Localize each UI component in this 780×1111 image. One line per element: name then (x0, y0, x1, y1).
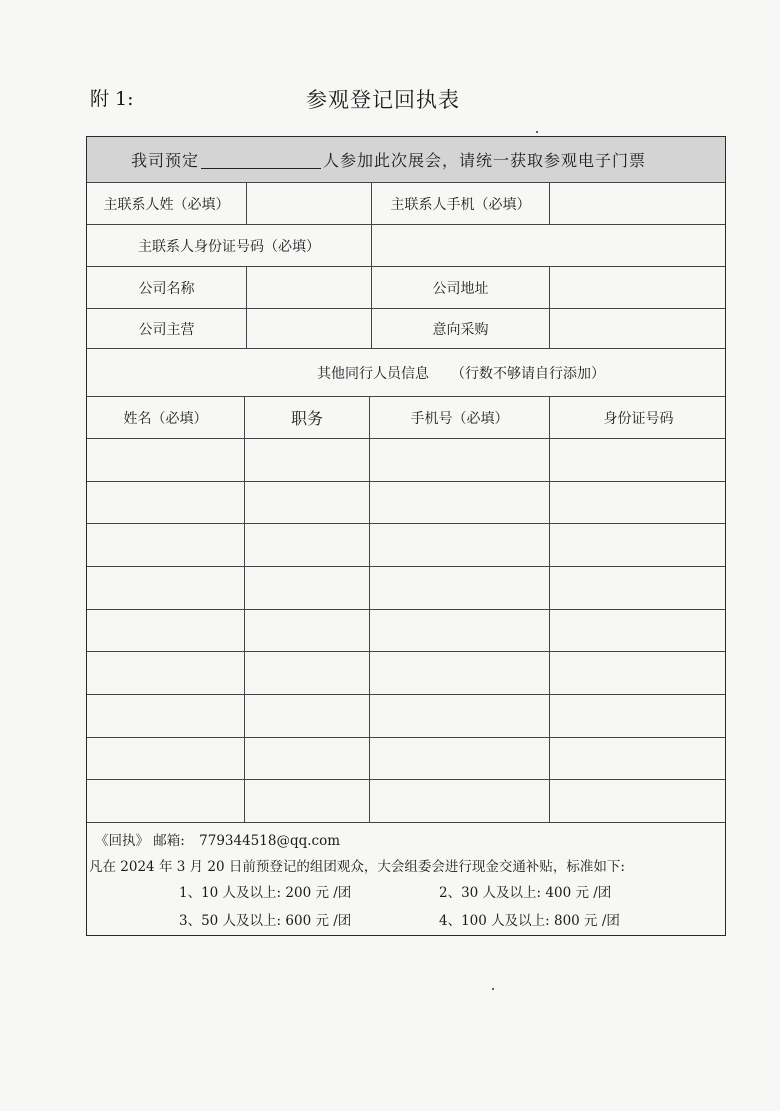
company-address-label: 公司地址 (372, 267, 550, 308)
attendee-count-field[interactable] (201, 150, 321, 169)
companion-title-cell[interactable] (245, 524, 370, 566)
companion-title-cell[interactable] (245, 738, 370, 780)
subsidy-tier-4: 4、100 人及以上: 800 元 /团 (439, 913, 620, 929)
booking-suffix: 人参加此次展会，请统一获取参观电子门票 (323, 151, 647, 170)
company-row (87, 267, 725, 309)
receipt-label: 《回执》 邮箱: (95, 833, 185, 849)
company-business-field[interactable] (247, 309, 372, 348)
contact-name-label: 主联系人姓（必填） (87, 183, 247, 224)
receipt-email: 779344518@qq.com (199, 833, 341, 849)
companions-title-text: 其他同行人员信息 (317, 365, 429, 382)
companion-phone-cell[interactable] (370, 567, 550, 609)
table-row (87, 610, 725, 653)
companion-phone-cell[interactable] (370, 695, 550, 737)
companion-id-cell[interactable] (550, 780, 727, 822)
company-business-label: 公司主营 (87, 309, 247, 348)
contact-phone-label: 主联系人手机（必填） (372, 183, 550, 224)
companion-phone-cell[interactable] (370, 524, 550, 566)
purchase-intent-label: 意向采购 (372, 309, 550, 348)
table-row (87, 780, 725, 823)
subsidy-notice: 凡在 2024 年 3 月 20 日前预登记的组团观众，大会组委会进行现金交通补贴，标准如下: (89, 859, 625, 875)
company-name-label: 公司名称 (87, 267, 247, 308)
companion-title-cell[interactable] (245, 652, 370, 694)
companion-title-cell[interactable] (245, 567, 370, 609)
companion-title-cell[interactable] (245, 695, 370, 737)
contact-name-field[interactable] (247, 183, 372, 224)
companion-id-cell[interactable] (550, 652, 727, 694)
table-row (87, 524, 725, 567)
contact-row (87, 183, 725, 225)
scan-speck (492, 988, 494, 990)
companions-header-row (87, 397, 725, 439)
booking-prefix: 我司预定 (131, 151, 200, 170)
companion-id-cell[interactable] (550, 439, 727, 481)
booking-sentence (131, 137, 646, 182)
companion-name-cell[interactable] (87, 567, 245, 609)
scan-speck (536, 131, 538, 133)
contact-id-row (87, 225, 725, 267)
companion-name-cell[interactable] (87, 738, 245, 780)
registration-table (86, 136, 726, 936)
column-header-name: 姓名（必填） (87, 397, 245, 438)
companions-note-text: （行数不够请自行添加） (451, 365, 605, 382)
companion-phone-cell[interactable] (370, 738, 550, 780)
companion-title-cell[interactable] (245, 482, 370, 524)
table-row (87, 482, 725, 525)
attachment-label: 附 1: (90, 88, 134, 110)
companion-id-cell[interactable] (550, 482, 727, 524)
companion-id-cell[interactable] (550, 567, 727, 609)
companion-name-cell[interactable] (87, 695, 245, 737)
companion-title-cell[interactable] (245, 439, 370, 481)
companion-phone-cell[interactable] (370, 482, 550, 524)
companion-phone-cell[interactable] (370, 439, 550, 481)
companion-name-cell[interactable] (87, 439, 245, 481)
table-row (87, 738, 725, 781)
companion-title-cell[interactable] (245, 610, 370, 652)
column-header-phone: 手机号（必填） (370, 397, 550, 438)
companion-title-cell[interactable] (245, 780, 370, 822)
companion-id-cell[interactable] (550, 610, 727, 652)
companion-phone-cell[interactable] (370, 780, 550, 822)
companions-section-row (87, 349, 725, 397)
companion-name-cell[interactable] (87, 482, 245, 524)
booking-row (87, 137, 725, 183)
contact-phone-field[interactable] (550, 183, 727, 224)
table-row (87, 439, 725, 482)
companion-name-cell[interactable] (87, 524, 245, 566)
company-address-field[interactable] (550, 267, 727, 308)
companion-phone-cell[interactable] (370, 652, 550, 694)
purchase-intent-field[interactable] (550, 309, 727, 348)
column-header-title: 职务 (245, 397, 370, 438)
column-header-id: 身份证号码 (603, 410, 674, 427)
subsidy-tier-2: 2、30 人及以上: 400 元 /团 (439, 885, 612, 901)
table-row (87, 652, 725, 695)
contact-id-field[interactable] (372, 225, 727, 266)
subsidy-tier-3: 3、50 人及以上: 600 元 /团 (179, 913, 352, 929)
contact-id-label: 主联系人身份证号码（必填） (87, 225, 372, 266)
companion-phone-cell[interactable] (370, 610, 550, 652)
table-row (87, 695, 725, 738)
companion-name-cell[interactable] (87, 780, 245, 822)
companion-name-cell[interactable] (87, 610, 245, 652)
companion-id-cell[interactable] (550, 695, 727, 737)
company-name-field[interactable] (247, 267, 372, 308)
companion-id-cell[interactable] (550, 738, 727, 780)
companion-id-cell[interactable] (550, 524, 727, 566)
receipt-email-line (95, 829, 340, 849)
companions-section-title (87, 349, 727, 396)
table-row (87, 567, 725, 610)
company-business-row (87, 309, 725, 349)
companion-name-cell[interactable] (87, 652, 245, 694)
page-title: 参观登记回执表 (306, 88, 460, 112)
subsidy-tier-1: 1、10 人及以上: 200 元 /团 (179, 885, 352, 901)
